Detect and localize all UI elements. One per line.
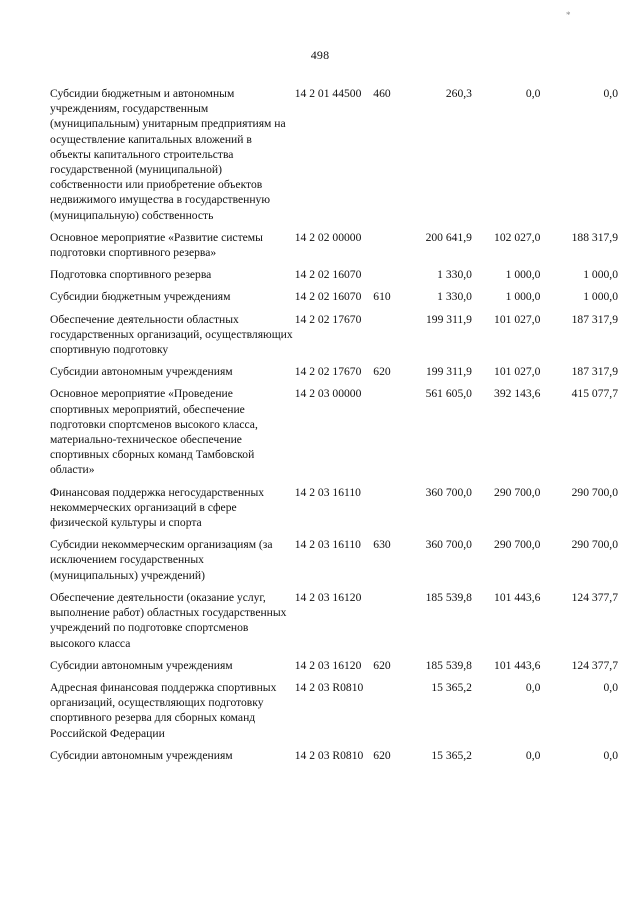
row-value-year-3: 0,0 bbox=[603, 87, 618, 100]
row-name: Субсидии автономным учреждениям bbox=[50, 748, 233, 762]
row-name: Основное мероприятие «Проведение спортивных мероприятий, обеспечение подготовки спортсменов высокого класса, материально-техническое обеспечение спортивных сборных команд Тамбовской области» bbox=[50, 387, 258, 477]
row-expense-type bbox=[373, 267, 395, 289]
row-expense-type: 620 bbox=[373, 748, 391, 762]
row-target-code: 14 2 03 R0810 bbox=[294, 748, 364, 762]
table-row bbox=[50, 537, 618, 590]
row-expense-type bbox=[373, 386, 395, 484]
row-name: Обеспечение деятельности (оказание услуг, выполнение работ) областных государственных учреждений по подготовке спортсменов высокого класса bbox=[50, 590, 287, 650]
row-target-code: 14 2 03 16110 bbox=[294, 485, 361, 499]
row-value-year-3: 124 377,7 bbox=[571, 590, 618, 604]
table-row bbox=[50, 658, 618, 680]
row-value-year-1: 199 311,9 bbox=[425, 365, 472, 379]
row-name: Основное мероприятие «Развитие системы подготовки спортивного резерва» bbox=[50, 230, 263, 260]
row-value-year-3: 1 000,0 bbox=[583, 268, 618, 282]
row-value-year-3: 187 317,9 bbox=[571, 312, 618, 326]
row-expense-type: 460 bbox=[373, 87, 391, 100]
table-row bbox=[50, 485, 618, 538]
row-value-year-3: 187 317,9 bbox=[571, 365, 618, 379]
row-value-year-2: 101 027,0 bbox=[494, 312, 541, 326]
row-expense-type: 610 bbox=[373, 290, 391, 304]
row-value-year-2: 392 143,6 bbox=[494, 387, 541, 401]
table-row bbox=[50, 748, 618, 770]
row-expense-type bbox=[373, 485, 395, 538]
row-expense-type: 620 bbox=[373, 365, 391, 379]
row-value-year-1: 185 539,8 bbox=[425, 658, 472, 672]
row-value-year-2: 290 700,0 bbox=[494, 538, 541, 552]
row-name: Субсидии бюджетным и автономным учреждениям, государственным (муниципальным) унитарным предприятиям на осуществление капитальных вложений в объекты капитального строительства государственной (муниципальной) собственности или приобретение объектов недвижимого имущества в государственную (муниципальную) собственность bbox=[50, 87, 286, 222]
row-target-code: 14 2 03 16110 bbox=[294, 538, 361, 552]
row-value-year-1: 260,3 bbox=[445, 87, 472, 100]
row-target-code: 14 2 03 00000 bbox=[294, 387, 362, 401]
row-value-year-1: 185 539,8 bbox=[425, 590, 472, 604]
row-target-code: 14 2 02 17670 bbox=[294, 365, 362, 379]
row-value-year-1: 199 311,9 bbox=[425, 312, 472, 326]
table-row bbox=[50, 312, 618, 365]
table-row bbox=[50, 267, 618, 289]
row-target-code: 14 2 03 16120 bbox=[294, 590, 362, 604]
row-value-year-2: 102 027,0 bbox=[494, 230, 541, 244]
row-value-year-1: 561 605,0 bbox=[425, 387, 472, 401]
row-name: Финансовая поддержка негосударственных некоммерческих организаций в сфере физической культуры и спорта bbox=[50, 485, 265, 530]
row-value-year-1: 360 700,0 bbox=[425, 538, 472, 552]
row-value-year-3: 124 377,7 bbox=[571, 658, 618, 672]
row-target-code: 14 2 02 16070 bbox=[294, 268, 362, 282]
row-value-year-2: 101 443,6 bbox=[494, 658, 541, 672]
page-number: 498 bbox=[310, 48, 330, 62]
table-row bbox=[50, 680, 618, 748]
row-value-year-2: 1 000,0 bbox=[505, 268, 541, 282]
row-value-year-3: 1 000,0 bbox=[583, 290, 618, 304]
row-expense-type bbox=[373, 312, 395, 365]
row-value-year-2: 101 443,6 bbox=[494, 590, 541, 604]
row-target-code: 14 2 02 00000 bbox=[294, 230, 362, 244]
table-row bbox=[50, 289, 618, 311]
row-value-year-3: 290 700,0 bbox=[571, 485, 618, 499]
row-target-code: 14 2 03 R0810 bbox=[294, 680, 364, 694]
row-value-year-2: 290 700,0 bbox=[494, 485, 541, 499]
row-value-year-1: 200 641,9 bbox=[425, 230, 472, 244]
row-target-code: 14 2 03 16120 bbox=[294, 658, 362, 672]
row-value-year-2: 1 000,0 bbox=[505, 290, 541, 304]
row-name: Субсидии автономным учреждениям bbox=[50, 365, 233, 379]
budget-table bbox=[50, 86, 618, 770]
row-expense-type: 620 bbox=[373, 658, 391, 672]
row-target-code: 14 2 02 17670 bbox=[294, 312, 362, 326]
row-value-year-3: 415 077,7 bbox=[571, 387, 618, 401]
corner-mark: * bbox=[566, 10, 571, 20]
row-value-year-2: 0,0 bbox=[525, 680, 541, 694]
row-target-code: 14 2 02 16070 bbox=[294, 290, 362, 304]
row-expense-type bbox=[373, 590, 395, 658]
row-name: Подготовка спортивного резерва bbox=[50, 268, 212, 282]
row-expense-type: 630 bbox=[373, 538, 391, 552]
table-row bbox=[50, 386, 618, 484]
row-value-year-1: 15 365,2 bbox=[431, 680, 472, 694]
row-value-year-3: 188 317,9 bbox=[571, 230, 618, 244]
row-value-year-2: 101 027,0 bbox=[494, 365, 541, 379]
row-value-year-1: 15 365,2 bbox=[431, 748, 472, 762]
row-name: Обеспечение деятельности областных государственных организаций, осуществляющих спортивную подготовку bbox=[50, 312, 293, 357]
row-name: Субсидии некоммерческим организациям (за исключением государственных (муниципальных) учреждений) bbox=[50, 538, 273, 582]
row-value-year-3: 0,0 bbox=[603, 748, 618, 762]
row-expense-type bbox=[373, 230, 395, 267]
row-value-year-3: 0,0 bbox=[603, 680, 618, 694]
row-value-year-2: 0,0 bbox=[525, 87, 541, 100]
row-value-year-3: 290 700,0 bbox=[571, 538, 618, 552]
table-row bbox=[50, 590, 618, 658]
row-value-year-1: 1 330,0 bbox=[437, 268, 472, 282]
table-row bbox=[50, 230, 618, 267]
row-name: Адресная финансовая поддержка спортивных организаций, осуществляющих подготовку спортивного резерва для сборных команд Российской Федерации bbox=[50, 680, 277, 740]
table-row bbox=[50, 86, 618, 230]
row-name: Субсидии бюджетным учреждениям bbox=[50, 290, 231, 304]
table-row bbox=[50, 364, 618, 386]
row-value-year-1: 360 700,0 bbox=[425, 485, 472, 499]
row-expense-type bbox=[373, 680, 395, 748]
row-target-code: 14 2 01 44500 bbox=[294, 87, 362, 100]
row-value-year-1: 1 330,0 bbox=[437, 290, 472, 304]
row-name: Субсидии автономным учреждениям bbox=[50, 658, 233, 672]
table-body bbox=[50, 86, 618, 770]
row-value-year-2: 0,0 bbox=[525, 748, 541, 762]
